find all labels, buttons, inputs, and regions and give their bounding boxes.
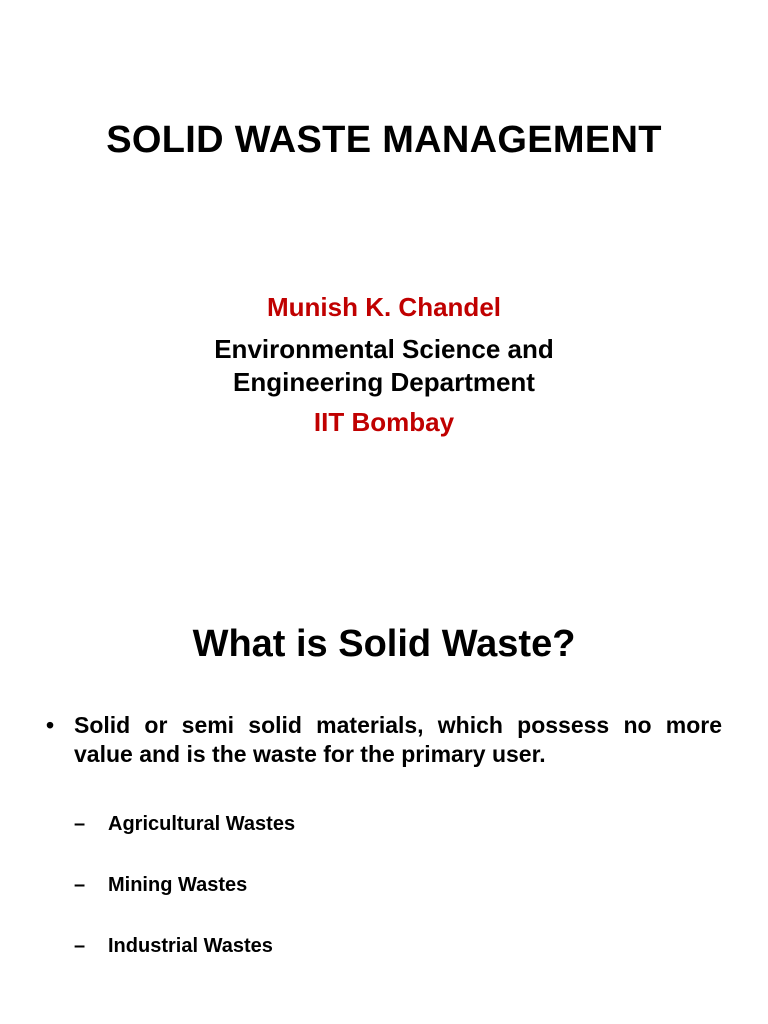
dash-icon: – <box>74 813 86 835</box>
institute-name: IIT Bombay <box>313 407 455 437</box>
dash-icon: – <box>74 935 86 957</box>
bullet-item <box>46 711 722 769</box>
bullet-text: Solid or semi solid materials, which possess no more value and is the waste for the primary user. <box>74 712 722 767</box>
content-slide <box>0 512 768 1024</box>
department-line-2: Engineering Department <box>233 367 535 397</box>
department-line-1: Environmental Science and <box>214 334 554 364</box>
slide-heading: What is Solid Waste? <box>192 623 576 665</box>
sub-item-mining <box>74 872 247 898</box>
dash-icon: – <box>74 874 86 896</box>
sub-item-label: Agricultural Wastes <box>108 813 296 835</box>
sub-item-label: Mining Wastes <box>108 874 248 896</box>
author-name: Munish K. Chandel <box>267 292 501 322</box>
sub-item-industrial <box>74 933 273 959</box>
bullet-icon: • <box>46 712 55 738</box>
sub-item-label: Industrial Wastes <box>108 935 273 957</box>
sub-item-agricultural <box>74 811 295 837</box>
slide-title: SOLID WASTE MANAGEMENT <box>106 119 662 161</box>
department-name <box>0 333 768 399</box>
